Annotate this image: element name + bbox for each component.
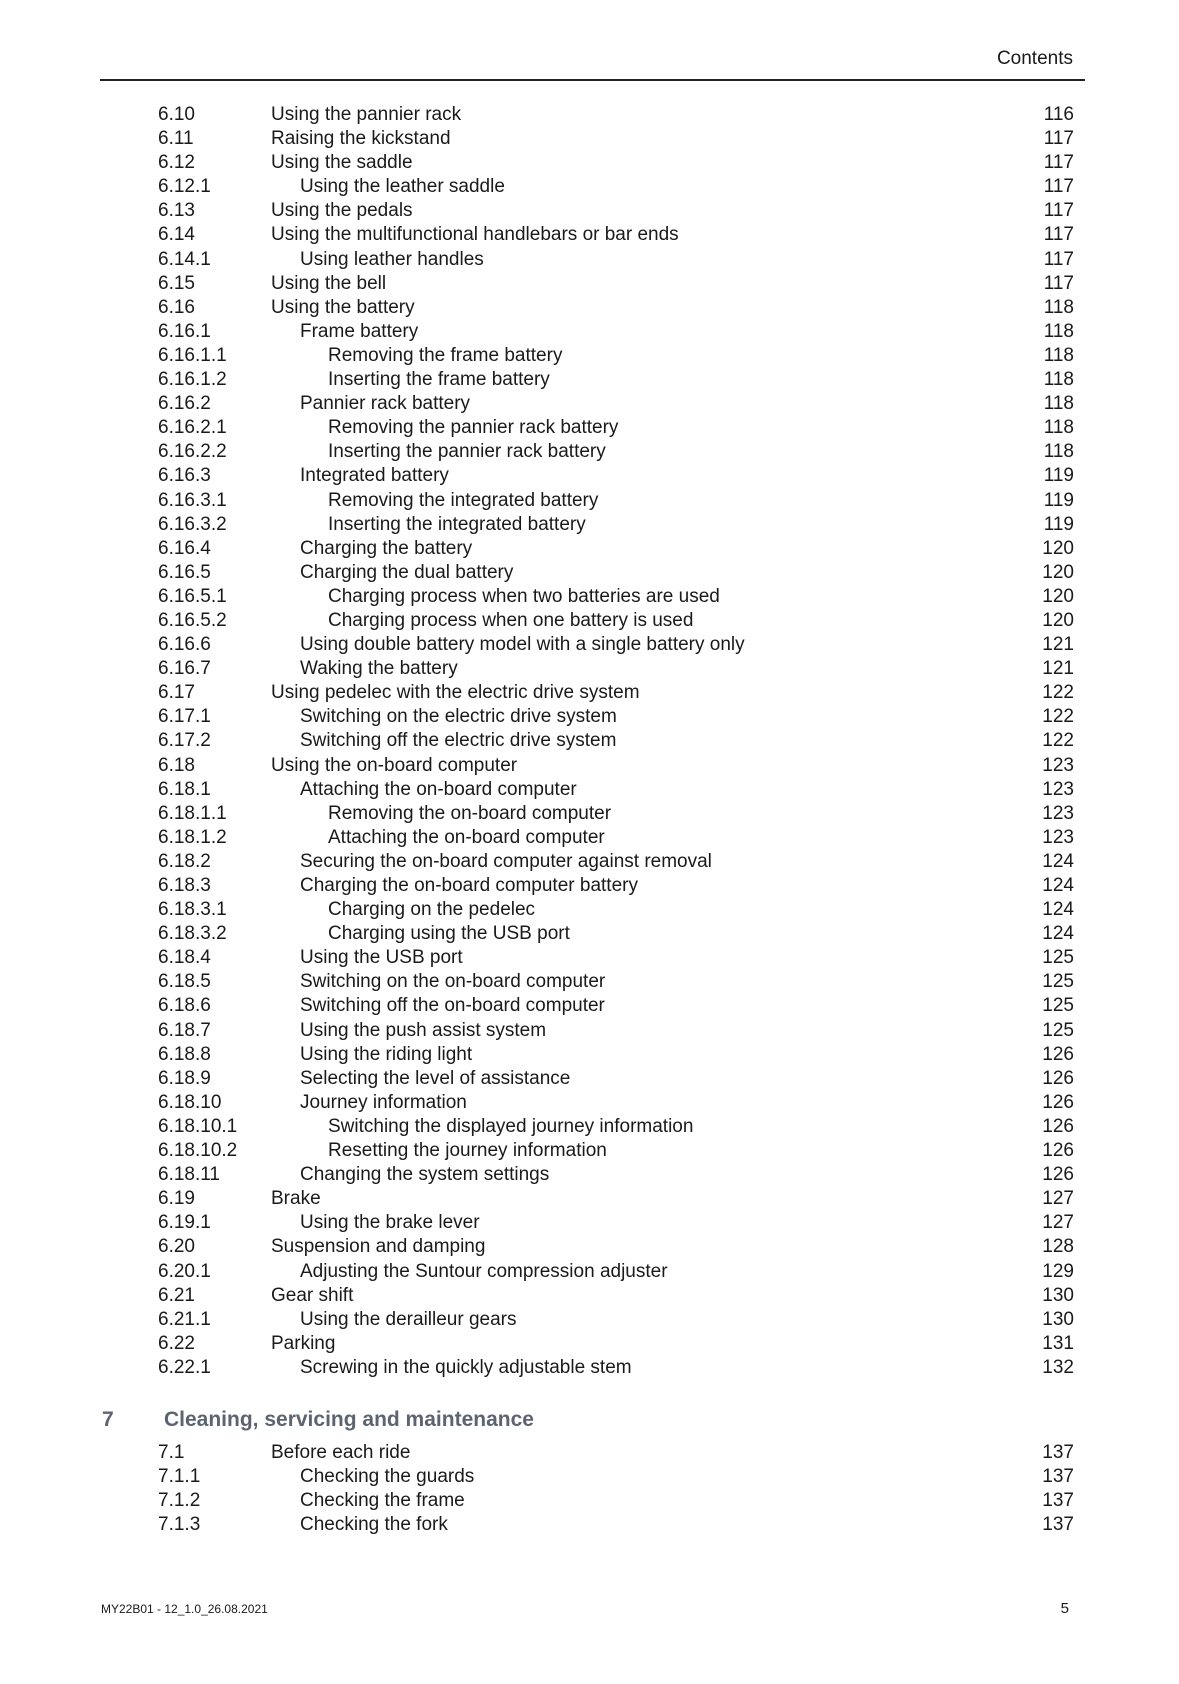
toc-entry[interactable] bbox=[0, 585, 1179, 609]
toc-entry-number: 6.18.7 bbox=[158, 1019, 211, 1041]
toc-entry[interactable] bbox=[0, 874, 1179, 898]
toc-entry[interactable] bbox=[0, 1019, 1179, 1043]
toc-entry-page: 126 bbox=[1042, 1043, 1074, 1065]
toc-entry-number: 6.18.1.2 bbox=[158, 826, 227, 848]
toc-entry-number: 6.21.1 bbox=[158, 1308, 211, 1330]
toc-entry[interactable] bbox=[0, 1211, 1179, 1235]
toc-entry-number: 6.16.1.2 bbox=[158, 369, 227, 391]
toc-entry-number: 6.11 bbox=[158, 128, 194, 150]
toc-entry[interactable] bbox=[0, 296, 1179, 320]
toc-entry-title: Charging using the USB port bbox=[328, 923, 570, 945]
toc-entry-page: 124 bbox=[1042, 875, 1074, 896]
toc-entry-title: Using the brake lever bbox=[300, 1212, 480, 1234]
toc-entry[interactable] bbox=[0, 633, 1179, 657]
toc-entry-title: Using the derailleur gears bbox=[300, 1308, 517, 1330]
toc-entry-page: 124 bbox=[1042, 899, 1074, 921]
toc-entry[interactable] bbox=[0, 705, 1179, 729]
toc-entry-number: 6.16 bbox=[158, 296, 195, 318]
toc-entry-number: 6.21 bbox=[158, 1284, 195, 1306]
toc-entry-page: 125 bbox=[1042, 947, 1074, 969]
toc-entry-number: 6.18.1 bbox=[158, 778, 211, 800]
toc-entry-title: Using the on-board computer bbox=[271, 754, 518, 776]
toc-entry-page: 116 bbox=[1043, 104, 1074, 125]
toc-entry-title: Using the USB port bbox=[300, 947, 463, 969]
toc-entry-page: 130 bbox=[1042, 1284, 1074, 1306]
toc-entry[interactable] bbox=[0, 1260, 1179, 1284]
toc-entry-title: Using leather handles bbox=[300, 248, 484, 270]
toc-entry-page: 118 bbox=[1043, 369, 1074, 391]
toc-entry-title: Integrated battery bbox=[300, 465, 449, 487]
toc-entry-number: 6.19 bbox=[158, 1188, 195, 1210]
toc-entry-page: 122 bbox=[1042, 706, 1074, 728]
toc-entry-title: Charging on the pedelec bbox=[328, 899, 536, 921]
toc-entry[interactable] bbox=[0, 513, 1179, 537]
toc-entry-title: Attaching the on-board computer bbox=[300, 778, 577, 800]
toc-entry[interactable] bbox=[0, 151, 1179, 175]
toc-entry-page: 126 bbox=[1042, 1115, 1074, 1137]
toc-entry-page: 137 bbox=[1042, 1466, 1074, 1488]
toc-entry-number: 7.1.2 bbox=[158, 1490, 201, 1512]
toc-entry[interactable] bbox=[0, 1308, 1179, 1332]
toc-entry-title: Inserting the pannier rack battery bbox=[328, 441, 606, 463]
toc-entry-title: Using the leather saddle bbox=[300, 176, 505, 198]
toc-entry-number: 6.16.2.1 bbox=[158, 417, 227, 439]
toc-entry-title: Screwing in the quickly adjustable stem bbox=[300, 1356, 632, 1378]
toc-entry-title: Using the riding light bbox=[300, 1043, 473, 1065]
toc-entry-page: 119 bbox=[1043, 489, 1074, 511]
toc-entry-page: 125 bbox=[1042, 1019, 1074, 1041]
toc-entry[interactable] bbox=[0, 248, 1179, 272]
toc-entry[interactable] bbox=[0, 440, 1179, 464]
toc-entry-number: 6.18.8 bbox=[158, 1043, 211, 1065]
toc-entry-title: Before each ride bbox=[271, 1442, 411, 1463]
toc-entry-number: 6.16.4 bbox=[158, 537, 211, 559]
toc-entry[interactable] bbox=[0, 103, 1179, 127]
toc-entry-title: Switching off the electric drive system bbox=[300, 730, 617, 752]
toc-entry-number: 6.18.10 bbox=[158, 1091, 222, 1113]
toc-entry-title: Journey information bbox=[300, 1091, 467, 1113]
toc-entry-title: Suspension and damping bbox=[271, 1236, 486, 1258]
toc-entry-page: 120 bbox=[1042, 585, 1074, 607]
toc-entry[interactable] bbox=[0, 464, 1179, 488]
toc-entry-number: 6.16.7 bbox=[158, 658, 211, 680]
toc-entry-number: 6.18.3 bbox=[158, 875, 211, 896]
header-rule bbox=[100, 79, 1085, 81]
toc-entry-title: Using the multifunctional handlebars or bar ends bbox=[271, 224, 679, 246]
toc-entry-page: 120 bbox=[1042, 609, 1074, 631]
toc-entry-number: 6.18.9 bbox=[158, 1067, 211, 1089]
toc-entry-title: Securing the on-board computer against removal bbox=[300, 850, 712, 872]
toc-entry-number: 6.14 bbox=[158, 224, 195, 246]
toc-entry[interactable] bbox=[0, 970, 1179, 994]
toc-entry-page: 119 bbox=[1043, 513, 1074, 535]
toc-entry-number: 6.18.1.1 bbox=[158, 802, 227, 824]
toc-entry[interactable] bbox=[0, 127, 1179, 151]
toc-entry-title: Using the pedals bbox=[271, 200, 413, 222]
toc-entry[interactable] bbox=[0, 1043, 1179, 1067]
toc-entry-page: 126 bbox=[1042, 1091, 1074, 1113]
toc-entry[interactable] bbox=[0, 609, 1179, 633]
footer-page-number: 5 bbox=[1060, 1600, 1069, 1617]
toc-entry[interactable] bbox=[0, 898, 1179, 922]
toc-entry-page: 137 bbox=[1042, 1514, 1074, 1536]
toc-entry[interactable] bbox=[0, 1356, 1179, 1380]
toc-entry[interactable] bbox=[0, 946, 1179, 970]
toc-entry-title: Frame battery bbox=[300, 320, 419, 342]
toc-entry[interactable] bbox=[0, 802, 1179, 826]
toc-entry-title: Using the bell bbox=[271, 272, 387, 294]
toc-entry[interactable] bbox=[0, 994, 1179, 1018]
toc-entry-page: 131 bbox=[1042, 1332, 1074, 1354]
toc-entry-number: 6.16.3.1 bbox=[158, 489, 227, 511]
toc-entry[interactable] bbox=[0, 826, 1179, 850]
toc-entry-number: 6.22.1 bbox=[158, 1356, 211, 1378]
toc-entry-number: 6.18.10.2 bbox=[158, 1140, 238, 1162]
toc-entry-title: Checking the guards bbox=[300, 1466, 475, 1488]
toc-entry-title: Pannier rack battery bbox=[300, 393, 471, 415]
toc-entry-title: Charging process when one battery is used bbox=[328, 609, 694, 631]
chapter-title: Cleaning, servicing and maintenance bbox=[164, 1408, 534, 1431]
toc-entry-title: Removing the on-board computer bbox=[328, 802, 612, 824]
toc-entry[interactable] bbox=[0, 850, 1179, 874]
toc-entry-page: 123 bbox=[1042, 826, 1074, 848]
toc-entry[interactable] bbox=[0, 344, 1179, 368]
toc-entry-page: 118 bbox=[1043, 344, 1074, 366]
toc-entry-title: Raising the kickstand bbox=[271, 128, 451, 150]
toc-entry-page: 120 bbox=[1042, 561, 1074, 583]
toc-entry-page: 122 bbox=[1042, 682, 1074, 704]
toc-entry-page: 132 bbox=[1042, 1356, 1074, 1378]
chapter-number: 7 bbox=[102, 1408, 114, 1431]
toc-entry[interactable] bbox=[0, 1284, 1179, 1308]
toc-entry-page: 123 bbox=[1042, 778, 1074, 800]
toc-entry[interactable] bbox=[0, 778, 1179, 802]
toc-entry[interactable] bbox=[0, 489, 1179, 513]
toc-entry-number: 6.15 bbox=[158, 272, 195, 294]
toc-entry-page: 119 bbox=[1043, 465, 1074, 487]
toc-entry[interactable] bbox=[0, 1332, 1179, 1356]
footer-doc-id: MY22B01 - 12_1.0_26.08.2021 bbox=[101, 1602, 268, 1616]
toc-section-6 bbox=[0, 103, 1179, 1380]
toc-entry-page: 130 bbox=[1042, 1308, 1074, 1330]
toc-entry-number: 6.16.3.2 bbox=[158, 513, 227, 535]
toc-entry-title: Checking the frame bbox=[300, 1490, 465, 1512]
toc-entry-page: 121 bbox=[1042, 658, 1074, 680]
toc-entry-number: 6.16.5 bbox=[158, 561, 211, 583]
toc-entry-page: 128 bbox=[1042, 1236, 1074, 1258]
toc-entry-number: 6.18.10.1 bbox=[158, 1115, 238, 1137]
toc-entry-page: 118 bbox=[1043, 417, 1074, 439]
toc-entry[interactable] bbox=[0, 729, 1179, 753]
toc-entry-title: Switching on the electric drive system bbox=[300, 706, 617, 728]
toc-entry[interactable] bbox=[0, 1067, 1179, 1091]
toc-entry-page: 129 bbox=[1042, 1260, 1074, 1282]
toc-entry-title: Inserting the frame battery bbox=[328, 369, 550, 391]
toc-entry-number: 6.16.2 bbox=[158, 393, 211, 415]
toc-entry-title: Switching off the on-board computer bbox=[300, 995, 605, 1017]
toc-entry-title: Adjusting the Suntour compression adjuster bbox=[300, 1260, 668, 1282]
toc-entry[interactable] bbox=[0, 1513, 1179, 1537]
toc-entry-page: 118 bbox=[1043, 296, 1074, 318]
toc-entry-title: Gear shift bbox=[271, 1284, 354, 1306]
toc-section-7 bbox=[0, 1441, 1179, 1537]
toc-entry-page: 126 bbox=[1042, 1164, 1074, 1186]
toc-entry-number: 6.16.3 bbox=[158, 465, 211, 487]
toc-entry-page: 125 bbox=[1042, 971, 1074, 993]
toc-entry-title: Changing the system settings bbox=[300, 1164, 550, 1186]
toc-entry-page: 117 bbox=[1043, 176, 1074, 198]
toc-entry[interactable] bbox=[0, 1235, 1179, 1259]
toc-entry-page: 126 bbox=[1042, 1140, 1074, 1162]
toc-entry-title: Inserting the integrated battery bbox=[328, 513, 586, 535]
toc-entry-number: 6.18 bbox=[158, 754, 195, 776]
toc-entry-title: Removing the frame battery bbox=[328, 344, 563, 366]
toc-entry[interactable] bbox=[0, 1091, 1179, 1115]
toc-entry-page: 117 bbox=[1043, 224, 1074, 246]
toc-entry[interactable] bbox=[0, 681, 1179, 705]
toc-entry-title: Waking the battery bbox=[300, 658, 458, 680]
toc-entry-title: Switching on the on-board computer bbox=[300, 971, 606, 993]
toc-entry[interactable] bbox=[0, 754, 1179, 778]
toc-entry[interactable] bbox=[0, 1489, 1179, 1513]
toc-entry-title: Brake bbox=[271, 1188, 321, 1210]
toc-entry-number: 6.18.5 bbox=[158, 971, 211, 993]
toc-entry-number: 6.12 bbox=[158, 152, 195, 174]
toc-entry[interactable] bbox=[0, 561, 1179, 585]
toc-entry-page: 123 bbox=[1042, 754, 1074, 776]
toc-entry-number: 6.16.1 bbox=[158, 320, 211, 342]
toc-entry-number: 6.16.1.1 bbox=[158, 344, 227, 366]
toc-entry-number: 6.16.5.1 bbox=[158, 585, 227, 607]
toc-entry-number: 6.18.2 bbox=[158, 850, 211, 872]
toc-entry-page: 117 bbox=[1043, 272, 1074, 294]
toc-entry-number: 7.1.1 bbox=[158, 1466, 201, 1488]
toc-entry-title: Switching the displayed journey information bbox=[328, 1115, 694, 1137]
toc-entry-page: 127 bbox=[1042, 1188, 1074, 1210]
toc-entry-title: Charging process when two batteries are used bbox=[328, 585, 720, 607]
toc-entry-page: 124 bbox=[1042, 850, 1074, 872]
toc-entry-page: 117 bbox=[1043, 152, 1074, 174]
toc-entry-number: 6.13 bbox=[158, 200, 195, 222]
toc-entry-page: 137 bbox=[1042, 1442, 1074, 1463]
toc-entry[interactable] bbox=[0, 1163, 1179, 1187]
toc-entry-title: Attaching the on-board computer bbox=[328, 826, 605, 848]
toc-entry-title: Using the push assist system bbox=[300, 1019, 547, 1041]
toc-entry-page: 118 bbox=[1043, 393, 1074, 415]
toc-entry-title: Checking the fork bbox=[300, 1514, 448, 1536]
toc-entry[interactable] bbox=[0, 537, 1179, 561]
toc-entry-page: 120 bbox=[1042, 537, 1074, 559]
toc-entry[interactable] bbox=[0, 657, 1179, 681]
toc-entry-number: 6.20.1 bbox=[158, 1260, 211, 1282]
toc-entry-number: 6.19.1 bbox=[158, 1212, 211, 1234]
toc-entry[interactable] bbox=[0, 1139, 1179, 1163]
toc-entry-page: 118 bbox=[1043, 320, 1074, 342]
toc-entry[interactable] bbox=[0, 223, 1179, 247]
toc-entry-number: 6.17.1 bbox=[158, 706, 211, 728]
toc-entry-number: 6.10 bbox=[158, 104, 195, 125]
toc-entry-page: 117 bbox=[1043, 128, 1074, 150]
toc-entry-number: 6.18.6 bbox=[158, 995, 211, 1017]
toc-entry-page: 118 bbox=[1043, 441, 1074, 463]
header-title: Contents bbox=[996, 48, 1073, 69]
toc-entry-title: Removing the pannier rack battery bbox=[328, 417, 619, 439]
toc-entry-page: 117 bbox=[1043, 200, 1074, 222]
toc-entry-page: 137 bbox=[1042, 1490, 1074, 1512]
toc-entry-number: 6.18.3.2 bbox=[158, 923, 227, 945]
toc-entry-page: 126 bbox=[1042, 1067, 1074, 1089]
toc-entry-title: Selecting the level of assistance bbox=[300, 1067, 571, 1089]
toc-entry-number: 6.16.5.2 bbox=[158, 609, 227, 631]
toc-entry[interactable] bbox=[0, 416, 1179, 440]
toc-entry-number: 6.16.6 bbox=[158, 634, 211, 656]
toc-entry[interactable] bbox=[0, 175, 1179, 199]
toc-entry[interactable] bbox=[0, 1187, 1179, 1211]
toc-entry-title: Charging the battery bbox=[300, 537, 473, 559]
toc-entry-number: 6.17.2 bbox=[158, 730, 211, 752]
toc-entry[interactable] bbox=[0, 1115, 1179, 1139]
toc-entry-page: 122 bbox=[1042, 730, 1074, 752]
toc-entry-number: 6.20 bbox=[158, 1236, 195, 1258]
toc-entry-title: Using double battery model with a single battery only bbox=[300, 634, 745, 656]
toc-entry-number: 6.18.3.1 bbox=[158, 899, 227, 921]
toc-entry[interactable] bbox=[0, 320, 1179, 344]
toc-entry-page: 123 bbox=[1042, 802, 1074, 824]
toc-entry[interactable] bbox=[0, 922, 1179, 946]
toc-entry-number: 6.18.11 bbox=[158, 1164, 220, 1186]
toc-entry-page: 121 bbox=[1042, 634, 1074, 656]
toc-entry-number: 6.17 bbox=[158, 682, 195, 704]
toc-entry-page: 124 bbox=[1042, 923, 1074, 945]
toc-entry-title: Using the saddle bbox=[271, 152, 413, 174]
toc-entry-number: 6.22 bbox=[158, 1332, 195, 1354]
toc-entry-page: 125 bbox=[1042, 995, 1074, 1017]
toc-entry-number: 6.18.4 bbox=[158, 947, 211, 969]
toc-entry-title: Parking bbox=[271, 1332, 336, 1354]
toc-entry[interactable] bbox=[0, 1441, 1179, 1465]
toc-entry-number: 6.14.1 bbox=[158, 248, 211, 270]
toc-entry[interactable] bbox=[0, 368, 1179, 392]
toc-entry-title: Charging the dual battery bbox=[300, 561, 514, 583]
toc-entry-page: 117 bbox=[1043, 248, 1074, 270]
toc-entry-number: 7.1.3 bbox=[158, 1514, 201, 1536]
toc-entry[interactable] bbox=[0, 272, 1179, 296]
toc-entry-number: 6.12.1 bbox=[158, 176, 211, 198]
toc-entry[interactable] bbox=[0, 1465, 1179, 1489]
toc-entry-title: Using the pannier rack bbox=[271, 104, 462, 125]
toc-entry-title: Resetting the journey information bbox=[328, 1140, 607, 1162]
toc-entry-page: 127 bbox=[1042, 1212, 1074, 1234]
toc-entry[interactable] bbox=[0, 199, 1179, 223]
toc-entry-title: Charging the on-board computer battery bbox=[300, 875, 638, 896]
toc-entry-title: Using pedelec with the electric drive system bbox=[271, 682, 640, 704]
toc-entry[interactable] bbox=[0, 392, 1179, 416]
toc-entry-number: 6.16.2.2 bbox=[158, 441, 227, 463]
toc-entry-title: Using the battery bbox=[271, 296, 415, 318]
toc-entry-number: 7.1 bbox=[158, 1442, 185, 1463]
toc-entry-title: Removing the integrated battery bbox=[328, 489, 599, 511]
